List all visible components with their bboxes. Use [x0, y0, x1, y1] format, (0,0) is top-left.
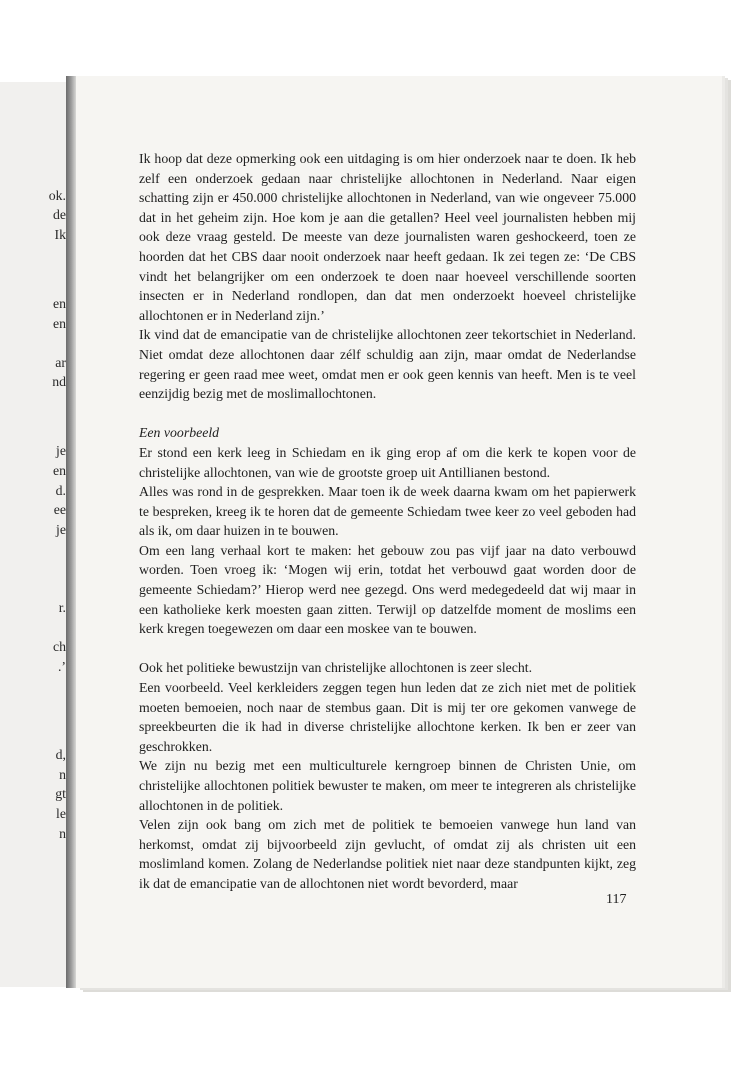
left-fragment: ch — [52, 639, 66, 654]
paragraph: Ook het politieke bewustzijn van christelijke allochtonen is zeer slecht. — [139, 660, 533, 676]
left-fragment: ar — [55, 355, 66, 370]
left-fragment: gt — [55, 786, 66, 801]
paragraph: Ik vind dat de emancipatie van de christelijke allochtonen zeer tekortschiet in Nederland. Niet omdat deze allochtonen daar zélf schuldig aan zijn, maar omdat de Nederlandse regering er geen raad mee weet, omdat men er ook geen kennis van heeft. Men is te veel eenzijdig bezig met de moslimallochtonen. — [139, 327, 636, 402]
left-fragment: n — [59, 767, 66, 782]
left-page-text-fragments — [0, 0, 66, 1068]
left-fragment: je — [56, 522, 66, 537]
left-fragment: r. — [58, 600, 66, 615]
left-fragment: ok. — [48, 188, 66, 203]
paragraph: Alles was rond in de gesprekken. Maar toen ik de week daarna kwam om het papierwerk te bespreken, kreeg ik te horen dat de gemeente Schiedam twee keer zo veel geboden had als ik, om daar huizen in te bouwen. — [139, 484, 636, 539]
body-text — [139, 149, 636, 894]
page-number: 117 — [606, 892, 627, 907]
section-heading: Een voorbeeld — [139, 425, 220, 441]
left-fragment: ee — [53, 502, 66, 517]
left-fragment: n — [59, 826, 66, 841]
left-fragment: je — [56, 443, 66, 458]
left-fragment: d, — [55, 747, 66, 762]
paragraph: Er stond een kerk leeg in Schiedam en ik ging erop af om die kerk te kopen voor de christelijke allochtonen, van wie de grootste groep uit Antillianen bestond. — [139, 444, 636, 480]
left-fragment: en — [52, 296, 66, 311]
paragraph: Ik hoop dat deze opmerking ook een uitdaging is om hier onderzoek naar te doen. Ik heb zelf een onderzoek gedaan naar christelijke allochtonen in Nederland. Naar eigen schatting zijn er 450.000 christelijke allochtonen in Nederland, van wie ongeveer 75.000 dat in het geheim zijn. Hoe kom je aan die getallen? Heel veel journalisten hebben mij ook deze vraag gesteld. De meeste van deze journalisten waren geshockeerd, toen ze hoorden dat het CBS daar nooit onderzoek naar heeft gedaan. Ik zei tegen ze: ‘De CBS vindt het belangrijker om een onderzoek te doen naar hoeveel verschillende soorten insecten er in Nederland rondlopen, dan dat men onderzoekt hoeveel christelijke allochtonen er in Nederland zijn.’ — [139, 151, 636, 323]
left-fragment: Ik — [54, 227, 66, 242]
paragraph: Om een lang verhaal kort te maken: het gebouw zou pas vijf jaar na dato verbouwd worden. Toen vroeg ik: ‘Mogen wij erin, totdat het verbouwd gaat worden door de gemeente Schiedam?’ Hierop werd nee gezegd. Ons werd medegedeeld dat wij maar in een katholieke kerk moesten gaan zitten. Terwijl op datzelfde moment de moslims een kerk kregen toegewezen om daar een moskee van te bouwen. — [139, 542, 636, 637]
left-fragment: de — [52, 207, 66, 222]
left-fragment: en — [52, 463, 66, 478]
left-fragment: d. — [55, 483, 66, 498]
left-fragment: en — [52, 316, 66, 331]
paragraph: Velen zijn ook bang om zich met de politiek te bemoeien vanwege hun land van herkomst, omdat zij bijvoorbeeld zijn gevlucht, of omdat zij als christen uit een moslimland komen. Zolang de Nederlandse politiek niet naar deze standpunten kijkt, zeg ik dat de emancipatie van de allochtonen niet wordt bevorderd, maar — [139, 817, 636, 891]
paragraph: Een voorbeeld. Veel kerkleiders zeggen tegen hun leden dat ze zich niet met de politiek moeten bemoeien, noch naar de stembus gaan. Dit is mij ter ore gekomen vanwege de spreekbeurten die ik had in diverse christelijke allochtone kerken. Ik ben er zeer van geschrokken. — [139, 680, 636, 754]
paragraph: We zijn nu bezig met een multiculturele kerngroep binnen de Christen Unie, om christelijke allochtonen politiek bewuster te maken, om meer te integreren als christelijke allochtonen in de politiek. — [139, 758, 636, 813]
left-fragment: le — [56, 806, 66, 821]
left-fragment: nd — [52, 374, 66, 389]
left-fragment: .’ — [57, 659, 66, 674]
book-gutter — [66, 76, 76, 988]
